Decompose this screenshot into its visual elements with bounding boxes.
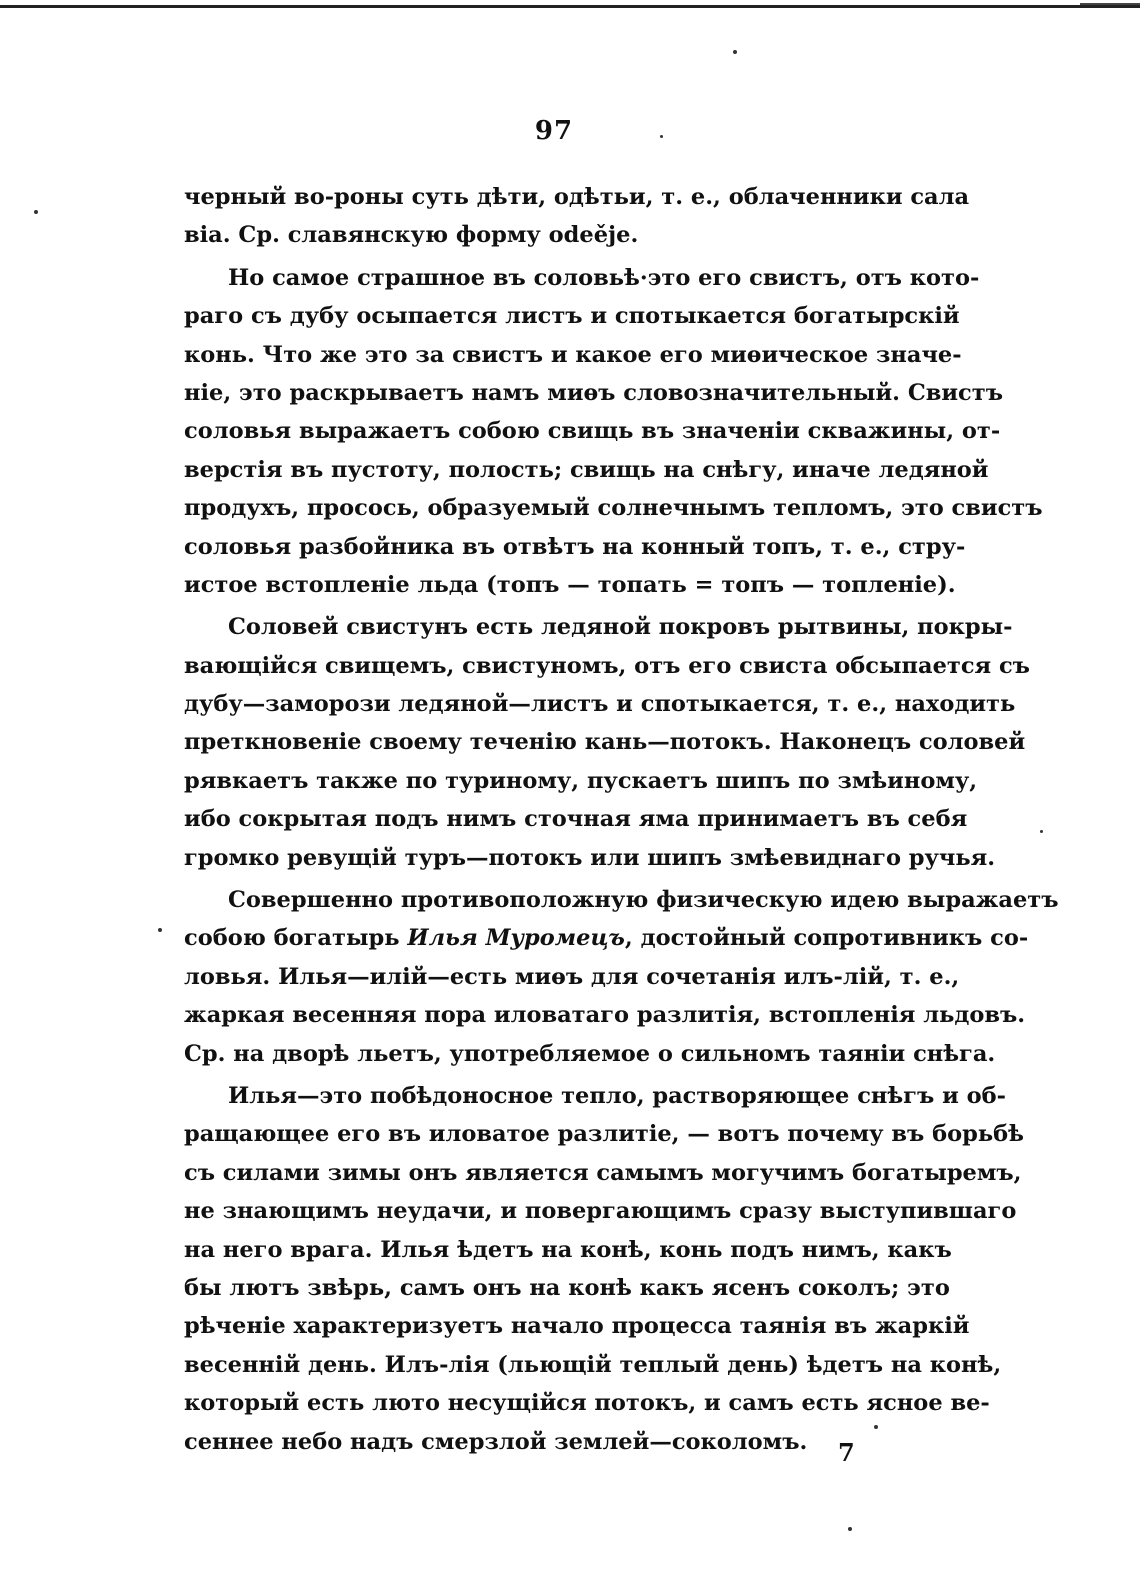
text-line: соловья выражаетъ собою свищь въ значеніи скважины, от- — [184, 418, 1001, 445]
text-line: Соловей свистунъ есть ледяной покровъ рытвины, покры- — [228, 614, 1013, 641]
scan-speck — [848, 1527, 852, 1531]
scan-speck — [874, 1425, 878, 1429]
text-line: сеннее небо надъ смерзлой землей—соколомъ. — [184, 1428, 808, 1455]
text-line: конь. Что же это за свистъ и какое его миѳическое значе- — [184, 341, 962, 368]
text-line: рявкаетъ также по туриному, пускаетъ шипъ по змѣиному, — [184, 767, 978, 794]
scan-speck — [158, 928, 162, 932]
text-line: Илья—это побѣдоносное тепло, растворяющее снѣгъ и об- — [228, 1082, 1006, 1109]
text-line: ращающее его въ иловатое разлитіе, — вотъ почему въ борьбѣ — [184, 1121, 1024, 1148]
text-line: истое встопленіе льда (топъ — топать = топъ — топленіе). — [184, 571, 956, 598]
text-line: на него врага. Илья ѣдетъ на конѣ, конь подъ нимъ, какъ — [184, 1236, 952, 1263]
scan-speck — [34, 210, 38, 214]
text-line: віа. Ср. славянскую форму odeěje. — [184, 222, 639, 249]
text-line: не знающимъ неудачи, и повергающимъ сразу выступившаго — [184, 1198, 1017, 1225]
text-line: жаркая весенняя пора иловатаго разлитія, встопленія льдовъ. — [184, 1002, 1026, 1029]
text-line: Совершенно противоположную физическую идею выражаетъ — [228, 887, 1059, 914]
text-line — [184, 919, 1029, 957]
text-run: , достойный сопротивникъ со- — [624, 925, 1029, 952]
top-border-dash — [1080, 3, 1140, 5]
text-line: соловья разбойника въ отвѣтъ на конный топъ, т. е., стру- — [184, 533, 966, 560]
text-line: ніе, это раскрываетъ намъ миѳъ словозначительный. Свистъ — [184, 379, 1003, 406]
italic-name: Илья Муромецъ — [407, 925, 625, 952]
text-line: который есть люто несущійся потокъ, и самъ есть ясное ве- — [184, 1390, 990, 1417]
page-number: 97 — [534, 116, 574, 146]
text-line: верстія въ пустоту, полость; свищь на снѣгу, иначе ледяной — [184, 456, 989, 483]
text-line: продухъ, просось, образуемый солнечнымъ тепломъ, это свистъ — [184, 495, 1043, 522]
scan-speck — [1040, 830, 1043, 833]
scan-speck — [660, 135, 663, 138]
text-line: раго съ дубу осыпается листъ и спотыкается богатырскій — [184, 303, 960, 330]
text-line: весенній день. Илъ-лія (льющій теплый день) ѣдетъ на конѣ, — [184, 1351, 1002, 1378]
text-line: ловья. Илья—илій—есть миѳъ для сочетанія илъ-лій, т. е., — [184, 963, 960, 990]
scan-speck — [733, 50, 737, 54]
text-line: съ силами зимы онъ является самымъ могучимъ богатыремъ, — [184, 1159, 1022, 1186]
text-line: черный во-роны суть дѣти, одѣтьи, т. е., облаченники сала — [184, 184, 970, 210]
text-line: рѣченіе характеризуетъ начало процесса таянія въ жаркій — [184, 1313, 970, 1340]
text-line: вающійся свищемъ, свистуномъ, отъ его свиста обсыпается съ — [184, 652, 1030, 679]
text-line: дубу—заморози ледяной—листъ и спотыкается, т. е., находить — [184, 691, 1016, 718]
body-text — [184, 178, 1059, 1461]
text-line: Но самое страшное въ соловьѣ·это его свистъ, отъ кото- — [228, 264, 980, 291]
text-line: громко ревущій туръ—потокъ или шипъ змѣевиднаго ручья. — [184, 844, 996, 871]
text-line: ибо сокрытая подъ нимъ сточная яма принимаетъ въ себя — [184, 806, 968, 833]
signature-mark: 7 — [838, 1438, 855, 1467]
top-border-rule — [0, 5, 1140, 8]
text-line: Ср. на дворѣ льетъ, употребляемое о сильномъ таяніи снѣга. — [184, 1040, 996, 1067]
text-run: собою богатырь — [184, 925, 408, 952]
text-line: преткновеніе своему теченію кань—потокъ. Наконецъ соловей — [184, 729, 1026, 756]
text-line: бы лютъ звѣрь, самъ онъ на конѣ какъ ясенъ соколъ; это — [184, 1274, 950, 1301]
